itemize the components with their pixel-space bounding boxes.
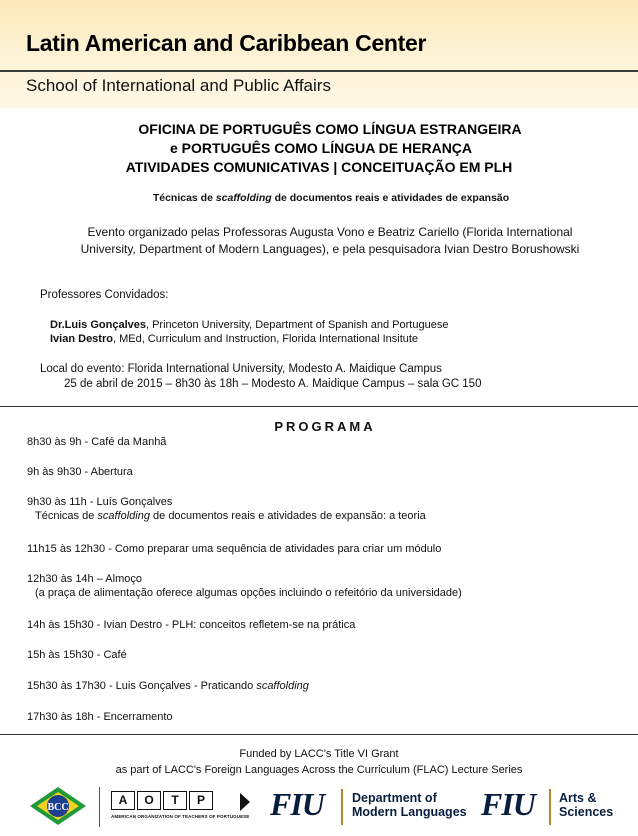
fiu-logo-modern-languages: FIU	[270, 786, 324, 822]
program-item-text: 8h30 às 9h - Café da Manhã	[27, 436, 167, 448]
event-title-line-2: e PORTUGUÊS COMO LÍNGUA DE HERANÇA	[169, 140, 473, 156]
center-title: Latin American and Caribbean Center	[26, 30, 427, 56]
modern-languages-label	[352, 791, 467, 819]
funding-line-1: Funded by LACC's Title VI Grant	[239, 748, 399, 760]
program-item-text: 17h30 às 18h - Encerramento	[27, 711, 173, 723]
program-item-em: scaffolding	[256, 680, 309, 692]
event-title-line-1: OFICINA DE PORTUGUÊS COMO LÍNGUA ESTRANGEIRA	[138, 121, 522, 137]
header-banner	[0, 0, 638, 108]
event-subtitle-pre: Técnicas de	[152, 192, 216, 204]
guests-label: Professores Convidados:	[40, 289, 169, 301]
aotp-logo	[111, 791, 250, 819]
program-item	[27, 619, 355, 631]
venue-line-1: Local do evento: Florida International University, Modesto A. Maidique Campus	[40, 363, 442, 375]
program-item-text: 11h15 às 12h30 - Como preparar uma sequência de atividades para criar um módulo	[27, 543, 442, 555]
program-item-detail	[27, 510, 426, 522]
fiu-gold-bar	[341, 789, 343, 825]
program-heading: PROGRAMA	[274, 419, 376, 434]
funding-note	[0, 746, 638, 778]
program-item-text: 12h30 às 14h – Almoço	[27, 573, 142, 585]
sponsor-logos	[0, 783, 638, 836]
aotp-caption: AMERICAN ORGANIZATION OF TEACHERS OF PORTUGUESE	[111, 814, 250, 819]
header-divider	[0, 70, 638, 72]
program-item-detail: (a praça de alimentação oferece algumas opções incluindo o refeitório da universidade)	[35, 587, 462, 599]
program-detail-em: scaffolding	[97, 510, 150, 522]
program-item	[27, 496, 426, 522]
guest-affiliation: , MEd, Curriculum and Instruction, Florida International Insitute	[112, 333, 419, 345]
program-item-text: 15h30 às 17h30 - Luis Gonçalves - Praticando	[27, 680, 257, 692]
aotp-letter: A	[111, 791, 135, 810]
event-title-line-3: ATIVIDADES COMUNICATIVAS | CONCEITUAÇÃO EM PLH	[125, 159, 513, 175]
guest-name: Ivian Destro	[50, 333, 113, 345]
arts-line-1: Arts &	[559, 791, 597, 805]
program-detail-post: de documentos reais e atividades de expansão: a teoria	[149, 510, 426, 522]
funding-line-2: as part of LACC's Foreign Languages Across the Curriculum (FLAC) Lecture Series	[115, 764, 523, 776]
program-item-text: 14h às 15h30 - Ivian Destro - PLH: conceitos refletem-se na prática	[27, 619, 356, 631]
dept-line-2: Modern Languages	[352, 805, 467, 819]
arts-line-2: Sciences	[559, 805, 614, 819]
program-item-text: 9h às 9h30 - Abertura	[27, 466, 133, 478]
fiu-logo-arts-sciences: FIU	[481, 786, 535, 822]
event-subtitle-post: de documentos reais e atividades de expansão	[271, 192, 510, 204]
logo-separator	[99, 787, 100, 827]
program-item	[27, 680, 309, 692]
aotp-letter: P	[189, 791, 213, 810]
program-detail-pre: Técnicas de	[35, 510, 98, 522]
guest-item	[50, 319, 448, 331]
program-item-text: 15h às 15h30 - Café	[27, 649, 127, 661]
program-item	[27, 466, 133, 478]
event-subtitle-em: scaffolding	[215, 192, 272, 204]
dept-line-1: Department of	[352, 791, 437, 805]
fiu-gold-bar	[549, 789, 551, 825]
aotp-arrow-icon	[240, 793, 250, 811]
venue-line-2: 25 de abril de 2015 – 8h30 às 18h – Modesto A. Maidique Campus – sala GC 150	[64, 378, 482, 390]
program-item	[27, 573, 462, 599]
program-item	[27, 649, 127, 661]
program-item	[27, 711, 173, 723]
program-item	[27, 543, 441, 555]
organizer-text: Evento organizado pelas Professoras Augusta Vono e Beatriz Cariello (Florida International University, Department of Modern Languages), e pela pesquisadora Ivian Destro Borushowski	[80, 225, 580, 256]
brazil-flag-logo	[28, 785, 88, 827]
program-item-text: 9h30 às 11h - Luís Gonçalves	[27, 496, 173, 508]
brazil-logo-text: BCC	[47, 802, 69, 813]
aotp-letter: O	[137, 791, 161, 810]
aotp-letter: T	[163, 791, 187, 810]
section-divider	[0, 406, 638, 407]
footer-divider	[0, 734, 638, 735]
program-item	[27, 436, 166, 448]
event-title-block	[0, 120, 638, 177]
guest-affiliation: , Princeton University, Department of Spanish and Portuguese	[145, 319, 449, 331]
guest-item	[50, 333, 418, 345]
arts-sciences-label	[559, 791, 613, 819]
guest-name: Dr.Luis Gonçalves	[50, 319, 146, 331]
event-subtitle	[0, 192, 638, 204]
school-subtitle: School of International and Public Affairs	[26, 76, 331, 95]
